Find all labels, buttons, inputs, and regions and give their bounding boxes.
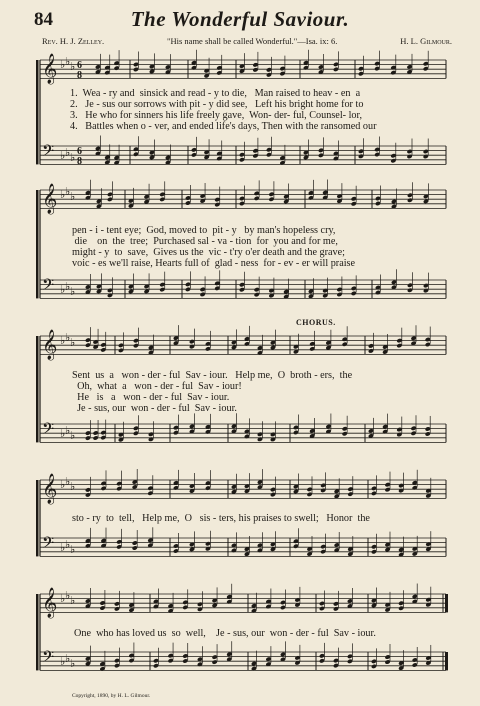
flat-icon: ♭ bbox=[70, 543, 76, 556]
time-signature-top: 6 bbox=[77, 146, 82, 157]
treble-clef-icon: 𝄞 bbox=[42, 474, 58, 504]
flat-icon: ♭ bbox=[70, 336, 76, 349]
final-bar-thick bbox=[445, 652, 448, 670]
flat-icon: ♭ bbox=[60, 592, 66, 605]
flat-icon: ♭ bbox=[65, 475, 71, 488]
treble-clef-icon: 𝄞 bbox=[42, 54, 58, 84]
flat-icon: ♭ bbox=[70, 594, 76, 607]
flat-icon: ♭ bbox=[60, 478, 66, 491]
lyric-line-s4-v1: sto - ry to tell, Help me, O sis - ters, his praises to swell; Honor the bbox=[72, 513, 370, 524]
flat-icon: ♭ bbox=[65, 589, 71, 602]
system-bracket bbox=[36, 336, 39, 442]
bass-clef-icon: 𝄢 bbox=[42, 276, 55, 298]
bass-clef-icon: 𝄢 bbox=[42, 142, 55, 164]
lyric-line-s2-v3: might - y to save, Gives us the vic - t'ry o'er death and the grave; bbox=[72, 247, 345, 258]
lyric-line-s3-v1: Sent us a won - der - ful Sav - iour. Help me, O broth - ers, the bbox=[72, 370, 353, 381]
flat-icon: ♭ bbox=[65, 280, 71, 293]
flat-icon: ♭ bbox=[65, 55, 71, 68]
system-bracket bbox=[36, 60, 39, 164]
treble-clef-icon: 𝄞 bbox=[42, 330, 58, 360]
lyric-line-s1-v1: 1. Wea - ry and sinsick and read - y to die, Man raised to heav - en a bbox=[70, 88, 361, 99]
copyright-notice: Copyright, 1890, by H. L. Gilmour. bbox=[72, 693, 151, 699]
flat-icon: ♭ bbox=[70, 480, 76, 493]
treble-clef-icon: 𝄞 bbox=[42, 588, 58, 618]
scripture-reference: "His name shall be called Wonderful."—Isa. ix: 6. bbox=[167, 36, 338, 46]
flat-icon: ♭ bbox=[65, 538, 71, 551]
flat-icon: ♭ bbox=[60, 283, 66, 296]
final-bar-thick bbox=[445, 594, 448, 612]
lyric-line-s2-v2: die on the tree; Purchased sal - va - tion for you and for me, bbox=[72, 236, 338, 247]
chorus-label: CHORUS. bbox=[296, 318, 336, 327]
flat-icon: ♭ bbox=[70, 60, 76, 73]
lyric-line-s3-v2: Oh, what a won - der - ful Sav - iour! bbox=[72, 381, 242, 392]
flat-icon: ♭ bbox=[70, 151, 76, 164]
lyric-line-s3-v4: Je - sus, our won - der - ful Sav - iour. bbox=[72, 403, 237, 414]
lyric-line-s2-v1: pen - i - tent eye; God, moved to pit - y by man's hopeless cry, bbox=[72, 225, 336, 236]
time-signature-bottom: 8 bbox=[77, 156, 82, 167]
lyric-line-s5-v1: One who has loved us so well, Je - sus, our won - der - ful Sav - iour. bbox=[74, 628, 376, 639]
composer-credit: H. L. Gilmour. bbox=[400, 36, 452, 46]
flat-icon: ♭ bbox=[65, 146, 71, 159]
flat-icon: ♭ bbox=[60, 655, 66, 668]
flat-icon: ♭ bbox=[65, 424, 71, 437]
system-bracket bbox=[36, 480, 39, 556]
lyric-line-s3-v3: He is a won - der - ful Sav - iour. bbox=[72, 392, 230, 403]
flat-icon: ♭ bbox=[60, 334, 66, 347]
bass-clef-icon: 𝄢 bbox=[42, 420, 55, 442]
bass-clef-icon: 𝄢 bbox=[42, 534, 55, 556]
bass-clef-icon: 𝄢 bbox=[42, 648, 55, 670]
hymn-title: The Wonderful Saviour. bbox=[130, 7, 350, 31]
flat-icon: ♭ bbox=[60, 188, 66, 201]
lyric-line-s2-v4: voic - es we'll raise, Hearts full of glad - ness for - ev - er will praise bbox=[72, 258, 356, 269]
system-bracket bbox=[36, 594, 39, 670]
flat-icon: ♭ bbox=[70, 285, 76, 298]
flat-icon: ♭ bbox=[65, 331, 71, 344]
time-signature-top: 6 bbox=[77, 60, 82, 71]
author-credit: Rev. H. J. Zelley. bbox=[42, 36, 105, 46]
flat-icon: ♭ bbox=[60, 149, 66, 162]
system-bracket bbox=[36, 190, 39, 298]
time-signature-bottom: 8 bbox=[77, 70, 82, 81]
flat-icon: ♭ bbox=[60, 541, 66, 554]
flat-icon: ♭ bbox=[60, 58, 66, 71]
flat-icon: ♭ bbox=[70, 657, 76, 670]
flat-icon: ♭ bbox=[70, 429, 76, 442]
lyric-line-s1-v3: 3. He who for sinners his life freely gave, Won- der- ful, Counsel- lor, bbox=[70, 110, 363, 121]
flat-icon: ♭ bbox=[65, 185, 71, 198]
lyric-line-s1-v4: 4. Battles when o - ver, and ended life's days, Then with the ransomed our bbox=[70, 121, 377, 132]
lyric-line-s1-v2: 2. Je - sus our sorrows with pit - y did see, Left his bright home for to bbox=[70, 99, 364, 110]
flat-icon: ♭ bbox=[70, 190, 76, 203]
flat-icon: ♭ bbox=[60, 427, 66, 440]
page-number: 84 bbox=[34, 9, 53, 30]
treble-clef-icon: 𝄞 bbox=[42, 184, 58, 214]
flat-icon: ♭ bbox=[65, 652, 71, 665]
